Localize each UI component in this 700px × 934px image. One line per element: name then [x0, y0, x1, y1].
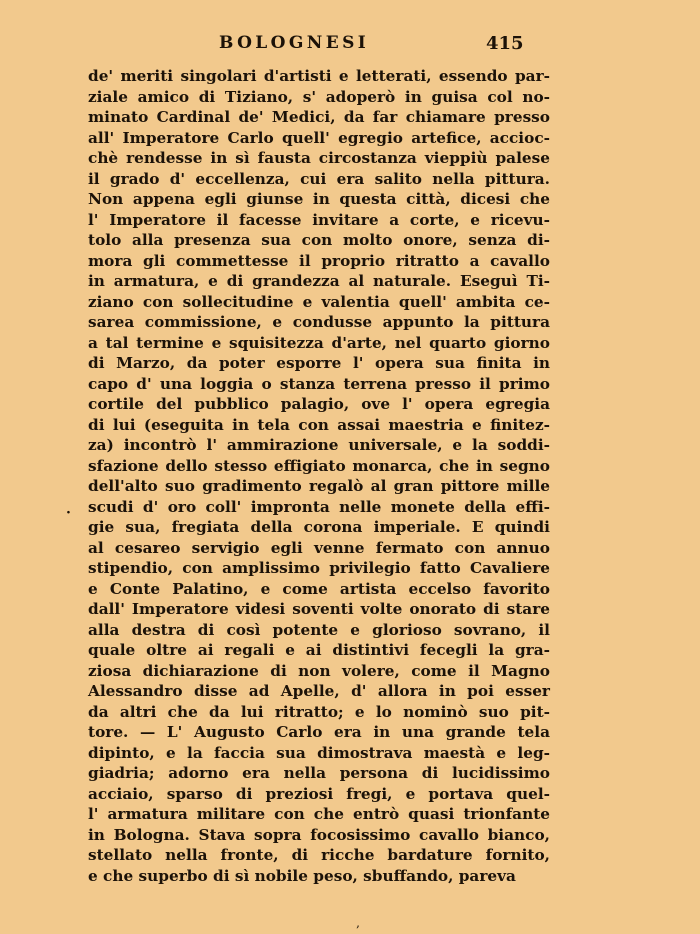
text-line: de' meriti singolari d'artisti e letterati, essendo par- [88, 67, 550, 85]
text-line: al cesareo servigio egli venne fermato con annuo [88, 538, 550, 557]
text-line: ziale amico di Tiziano, s' adoperò in guisa col no- [88, 87, 550, 106]
text-line: di Marzo, da poter esporre l' opera sua finita in [88, 354, 550, 372]
text-line: il grado d' eccellenza, cui era salito nella pittura. [88, 169, 550, 188]
text-line: stellato nella fronte, di ricche bardature fornito, [88, 846, 550, 864]
text-line: a tal termine e squisitezza d'arte, nel quarto giorno [88, 333, 550, 352]
text-line: dipinto, e la faccia sua dimostrava maestà e leg- [88, 743, 550, 762]
text-line: dell'alto suo gradimento regalò al gran pittore mille [88, 477, 550, 495]
text-line: alla destra di così potente e glorioso sovrano, il [88, 620, 550, 639]
text-line: all' Imperatore Carlo quell' egregio artefice, accioc- [88, 128, 550, 147]
text-line: sfazione dello stesso effigiato monarca, che in segno [88, 456, 550, 475]
text-line: in armatura, e di grandezza al naturale. Eseguì Ti- [88, 272, 550, 290]
text-line: ziano con sollecitudine e valentia quell' ambita ce- [88, 292, 550, 311]
text-line: l' armatura militare con che entrò quasi trionfante [88, 805, 550, 823]
text-line: Non appena egli giunse in questa città, dicesi che [88, 190, 550, 208]
running-title: BOLOGNESI [219, 33, 370, 53]
text-line: da altri che da lui ritratto; e lo nominò suo pit- [88, 702, 550, 721]
text-line: minato Cardinal de' Medici, da far chiamare presso [88, 108, 550, 126]
text-line: e Conte Palatino, e come artista eccelso favorito [88, 579, 550, 598]
text-line: gie sua, fregiata della corona imperiale. E quindi [88, 518, 550, 536]
text-line: za) incontrò l' ammirazione universale, e la soddi- [88, 436, 550, 454]
text-line: giadria; adorno era nella persona di lucidissimo [88, 764, 550, 782]
margin-mark: · [66, 505, 71, 521]
running-header [0, 33, 700, 53]
text-line: quale oltre ai regali e ai distintivi fecegli la gra- [88, 641, 550, 659]
text-line: tolo alla presenza sua con molto onore, senza di- [88, 231, 550, 249]
text-line: dall' Imperatore videsi soventi volte onorato di stare [88, 600, 550, 618]
text-line: mora gli commettesse il proprio ritratto a cavallo [88, 251, 550, 270]
text-line: cortile del pubblico palagio, ove l' opera egregia [88, 395, 550, 413]
text-line: Alessandro disse ad Apelle, d' allora in poi esser [88, 682, 550, 700]
text-line: di lui (eseguita in tela con assai maestria e finitez- [88, 415, 550, 434]
body-text [88, 66, 550, 886]
text-line: l' Imperatore il facesse invitare a corte, e ricevu- [88, 210, 550, 229]
text-line: capo d' una loggia o stanza terrena presso il primo [88, 374, 550, 393]
page-number: 415 [486, 33, 524, 54]
text-line: acciaio, sparso di preziosi fregi, e portava quel- [88, 784, 550, 803]
text-line: scudi d' oro coll' impronta nelle monete della effi- [88, 497, 550, 516]
bottom-mark: ‚ [356, 916, 360, 930]
text-line: sarea commissione, e condusse appunto la pittura [88, 313, 550, 331]
text-line: tore. — L' Augusto Carlo era in una grande tela [88, 723, 550, 741]
text-line: ziosa dichiarazione di non volere, come il Magno [88, 661, 550, 680]
text-line: in Bologna. Stava sopra focosissimo cavallo bianco, [88, 825, 550, 844]
text-line: e che superbo di sì nobile peso, sbuffando, pareva [88, 866, 516, 885]
text-line: stipendio, con amplissimo privilegio fatto Cavaliere [88, 559, 550, 577]
text-line: chè rendesse in sì fausta circostanza vieppiù palese [88, 149, 550, 167]
